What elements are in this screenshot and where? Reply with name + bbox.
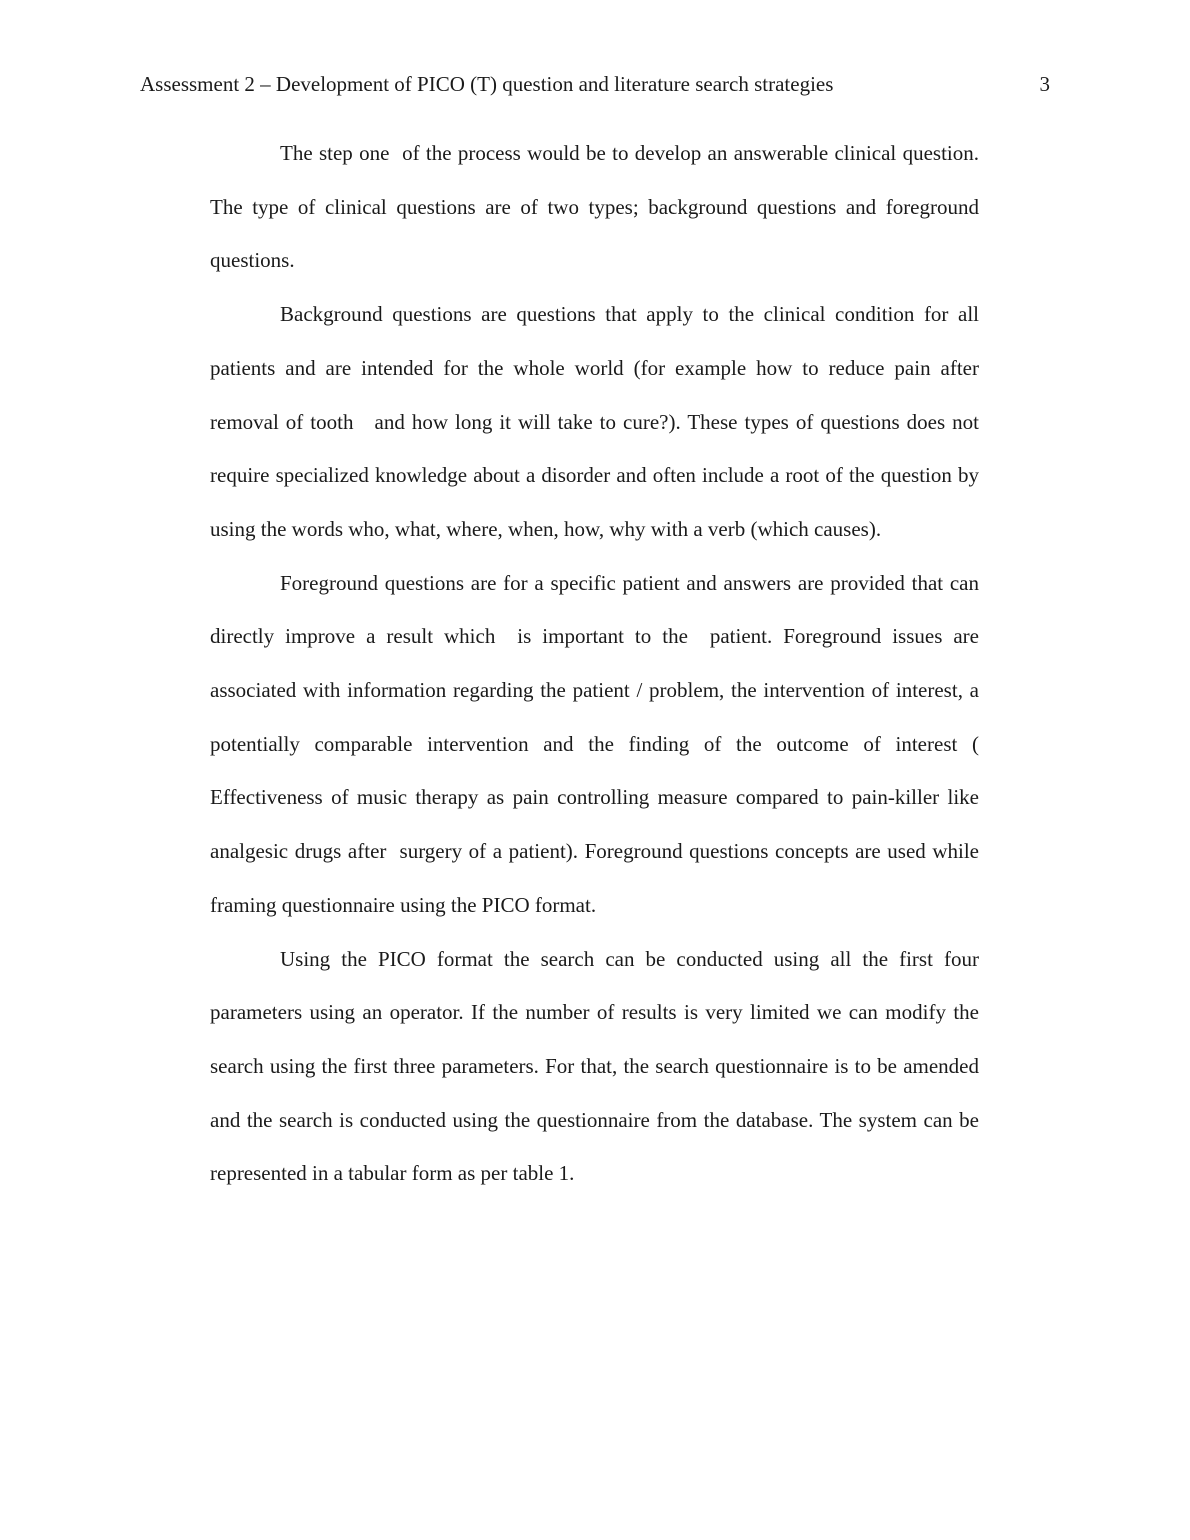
page-number: 3 (1039, 72, 1050, 96)
paragraph-foreground-questions: Foreground questions are for a specific patient and answers are provided that can directly improve a result which is important to the patient. Foreground issues are associated with information regarding the patient / problem, the intervention of interest, a potentially comparable intervention and the finding of the outcome of interest ( Effectiveness of music therapy as pain controlling measure compared to pain-killer like analgesic drugs after surgery of a patient). Foreground questions concepts are used while framing questionnaire using the PICO format. (210, 570, 990, 917)
paragraph-answerable-question: The step one of the process would be to develop an answerable clinical question. The type of clinical questions are of two types; background questions and foreground questions. (210, 141, 985, 273)
page-header (140, 70, 1050, 98)
paragraph-background-questions: Background questions are questions that apply to the clinical condition for all patients and are intended for the whole world (for example how to reduce pain after removal of tooth and how long it will take to cure?). These types of questions does not require specialized knowledge about a disorder and often include a root of the question by using the words who, what, where, when, how, why with a verb (which causes). (210, 302, 990, 541)
running-head: Assessment 2 – Development of PICO (T) question and literature search strategies (140, 72, 834, 96)
paragraph-pico-search: Using the PICO format the search can be conducted using all the first four parameters using an operator. If the number of results is very limited we can modify the search using the first three parameters. For that, the search questionnaire is to be amended and the search is conducted using the questionnaire from the database. The system can be represented in a tabular form as per table 1. (210, 946, 985, 1186)
document-body (210, 127, 990, 1201)
